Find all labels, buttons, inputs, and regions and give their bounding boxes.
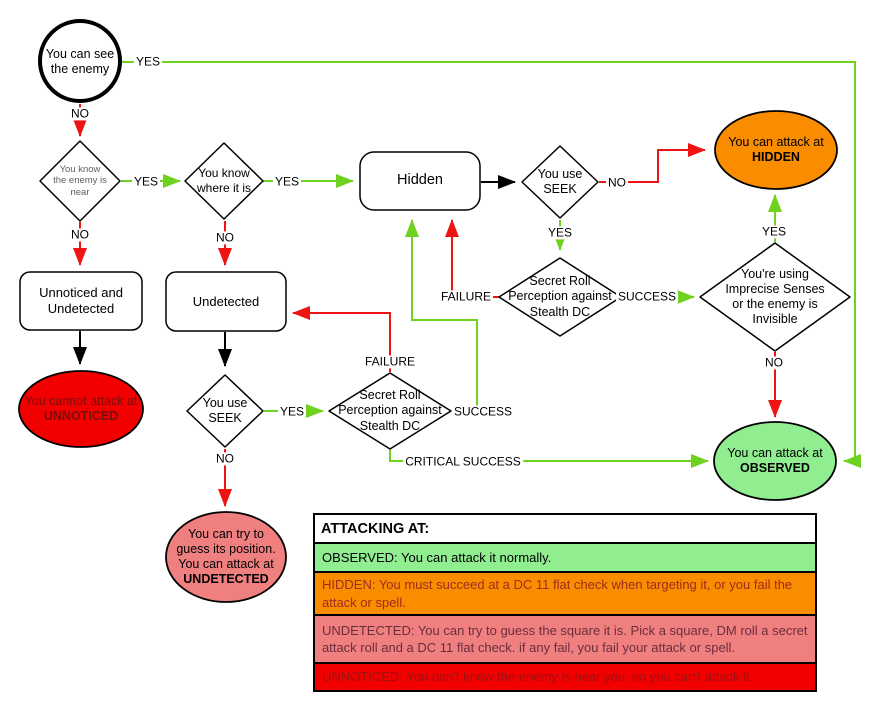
edge-label-near-yes: YES — [133, 174, 159, 189]
secret-roll-lower-diamond-label: Secret Roll Perception against Stealth DC — [338, 388, 442, 433]
edge-label-where-no: NO — [216, 230, 234, 245]
unnoticed-state-label: Unnoticed and Undetected — [39, 285, 123, 316]
legend-table — [313, 513, 817, 692]
attack-undetected-ellipse-label — [166, 513, 286, 601]
attack-undetected-bold: UNDETECTED — [183, 572, 269, 587]
attack-observed-bold: OBSERVED — [740, 461, 810, 475]
edge-label-roll-bottom-failure: FAILURE — [364, 354, 416, 369]
attack-hidden-text: You can attack at — [728, 134, 824, 149]
legend-title: ATTACKING AT: — [315, 515, 815, 542]
edge-label-senses-no: NO — [765, 355, 783, 370]
edge-roll-top-failure — [452, 220, 499, 297]
imprecise-senses-diamond-label: You're using Imprecise Senses or the enemy is Invisible — [725, 266, 825, 327]
edge-label-roll-bottom-critical: CRITICAL SUCCESS — [405, 454, 521, 469]
seek-upper-diamond-label: You use SEEK — [537, 166, 583, 196]
know-near-diamond-label: You know the enemy is near — [53, 163, 107, 198]
edge-label-seek-bottom-no: NO — [216, 451, 234, 466]
edge-label-see-yes: YES — [135, 54, 161, 69]
attack-hidden-bold: HIDDEN — [752, 150, 800, 164]
hidden-state-label: Hidden — [397, 172, 443, 189]
attack-observed-text: You can attack at — [727, 445, 823, 460]
attack-undetected-text: You can try to guess its position. You can attack at — [176, 526, 276, 571]
edge-label-seek-bottom-yes: YES — [279, 404, 305, 419]
legend-row-unnoticed: UNNOTICED: You don't know the enemy is near you, so you can't attack it. — [315, 662, 815, 690]
undetected-state-label: Undetected — [192, 293, 260, 309]
cannot-attack-unnoticed-ellipse-label — [19, 372, 143, 446]
edge-label-seek-top-no: NO — [608, 175, 626, 190]
attack-hidden-ellipse-label — [714, 112, 838, 188]
cannot-attack-unnoticed-bold: UNNOTICED — [43, 409, 119, 423]
legend-row-hidden: HIDDEN: You must succeed at a DC 11 flat check when targeting it, or you fail the attack or spell. — [315, 571, 815, 614]
start-circle-label: You can see the enemy — [45, 46, 115, 76]
edge-label-roll-bottom-success: SUCCESS — [453, 404, 513, 419]
edge-label-roll-top-failure: FAILURE — [440, 289, 492, 304]
edge-label-senses-yes: YES — [761, 224, 787, 239]
know-where-diamond-label: You know where it is — [196, 166, 252, 195]
edge-label-see-no: NO — [71, 106, 89, 121]
seek-lower-diamond-label: You use SEEK — [202, 395, 248, 425]
edge-label-where-yes: YES — [274, 174, 300, 189]
cannot-attack-unnoticed-text: You cannot attack at — [24, 393, 138, 408]
legend-row-observed: OBSERVED: You can attack it normally. — [315, 542, 815, 571]
legend-row-undetected: UNDETECTED: You can try to guess the square it is. Pick a square, DM roll a secret attack roll and a DC 11 flat check. if any fail, you fail your attack or spell. — [315, 614, 815, 662]
edge-label-seek-top-yes: YES — [547, 225, 573, 240]
secret-roll-upper-diamond-label: Secret Roll Perception against Stealth DC — [508, 274, 612, 319]
edge-label-near-no: NO — [71, 227, 89, 242]
edge-label-roll-top-success: SUCCESS — [617, 289, 677, 304]
attack-observed-ellipse-label — [714, 423, 836, 499]
